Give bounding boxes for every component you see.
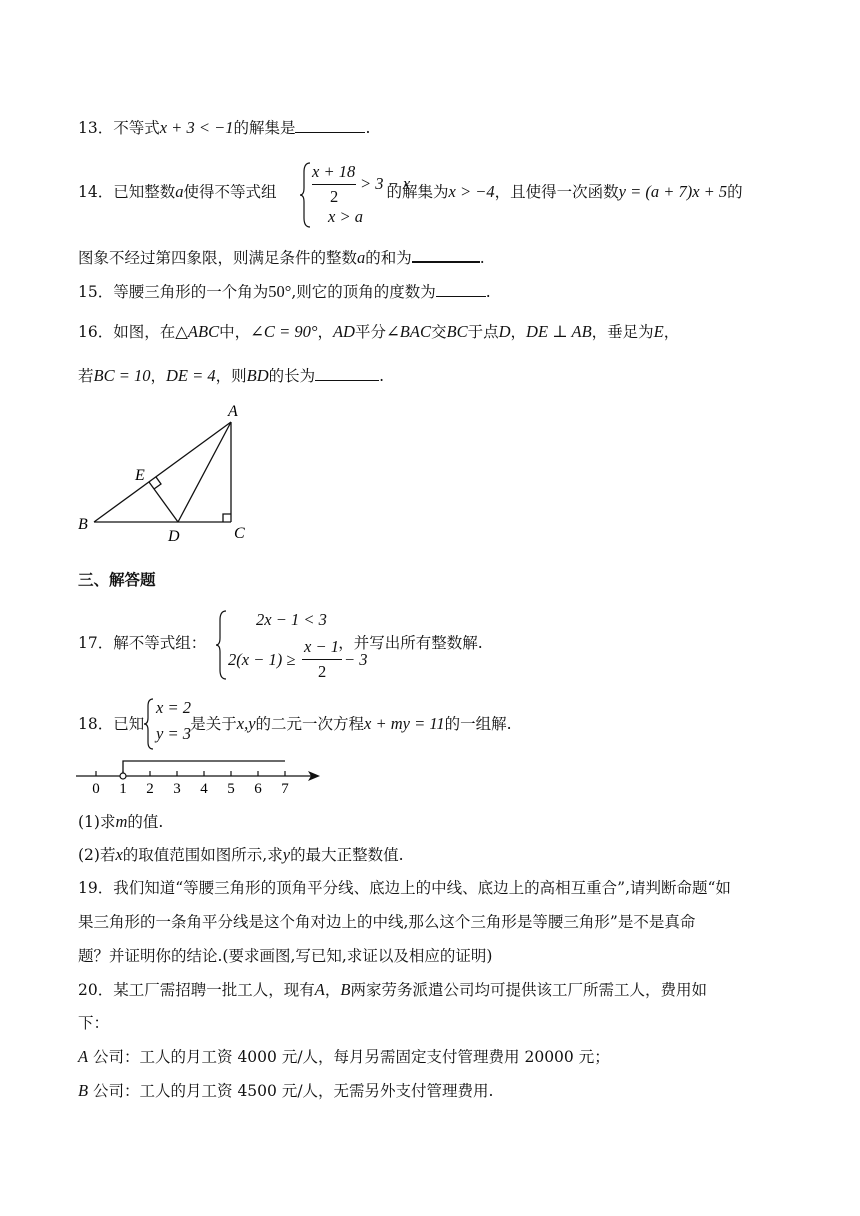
q14-function: y = (a + 7)x + 5 <box>618 182 728 201</box>
question-14-line1 <box>78 182 743 202</box>
q18-1-pre: (1)求 <box>78 813 116 831</box>
q18-equation-system <box>144 696 200 752</box>
q17-inequality-system <box>216 608 366 682</box>
q18-2-pre: (2)若 <box>78 846 116 864</box>
number-line <box>74 756 334 796</box>
q17-ineq2-tail: − 3 <box>344 650 368 669</box>
q14-end: . <box>479 249 485 267</box>
q13-prefix: 13．不等式 <box>78 119 160 137</box>
label-d: D <box>168 528 180 542</box>
segment-ad <box>178 422 231 522</box>
q16-answer-blank[interactable] <box>315 366 379 381</box>
q15-text: ,则它的顶角的度数为 <box>291 283 436 301</box>
q17-frac-denominator: 2 <box>318 662 327 681</box>
q18-eq1: x = 2 <box>156 698 191 717</box>
number-line-label: 3 <box>173 781 181 796</box>
q18-2-mid: 的取值范围如图所示,求 <box>122 846 283 864</box>
q20-pre: 20．某工厂需招聘一批工人，现有 <box>78 981 315 999</box>
q18-eq2: y = 3 <box>156 724 191 743</box>
q17-brace <box>216 610 228 680</box>
question-19-line3: 题？并证明你的结论.(要求画图,写已知,求证以及相应的证明) <box>78 947 493 965</box>
q13-inequality: x + 3 < −1 <box>159 118 234 137</box>
label-e: E <box>135 467 145 484</box>
q14-text3: ，且使得一次函数 <box>494 183 619 201</box>
q18-post: 的一组解. <box>444 715 512 733</box>
number-line-label: 5 <box>227 781 235 796</box>
q17-ineq2-lhs: 2(x − 1) ≥ <box>228 650 296 669</box>
question-13 <box>78 118 370 138</box>
q16-line2-pre: 若 <box>78 367 94 385</box>
number-line-label: 0 <box>92 781 100 796</box>
q14-text2: 的解集为 <box>386 183 449 201</box>
number-line-label: 4 <box>200 781 208 796</box>
q16-bd: BD <box>246 366 269 385</box>
q16-prefix: 16．如图，在 <box>78 323 176 341</box>
number-line-label: 1 <box>119 781 127 796</box>
question-18-part1 <box>78 812 163 832</box>
q14-frac-denominator: 2 <box>330 187 339 206</box>
q15-angle: 50° <box>268 282 292 301</box>
q18-1-post: 的值. <box>127 813 164 831</box>
q16-de4: DE = 4 <box>166 366 216 385</box>
segment-de <box>149 482 178 522</box>
q14-inequality-system <box>300 160 410 230</box>
number-line-open-point <box>120 773 126 779</box>
q16-d: D <box>498 322 511 341</box>
question-16-line1 <box>78 322 679 342</box>
question-15 <box>78 282 491 302</box>
q14-answer-blank[interactable] <box>412 247 480 263</box>
q20-a: A <box>314 980 325 999</box>
q16-bc10: BC = 10 <box>93 366 151 385</box>
q20-b: B <box>340 980 351 999</box>
q14-frac-numerator: x + 18 <box>312 162 356 181</box>
q14-text4: 的 <box>727 183 743 201</box>
q18-2-x: x <box>115 845 123 864</box>
q14-var-a2: a <box>357 248 366 267</box>
question-19-line1: 19．我们知道“等腰三角形的顶角平分线、底边上的中线、底边上的高相互重合”,请判断命题“如 <box>78 879 731 897</box>
q20-company-b: B <box>78 1081 89 1100</box>
q17-prefix: 17．解不等式组： <box>78 634 207 652</box>
right-angle-mark-c <box>223 514 231 522</box>
q14-solution: x > −4 <box>448 182 495 201</box>
q15-answer-blank[interactable] <box>436 282 486 297</box>
q18-xy: x,y <box>236 714 256 733</box>
number-line-label: 7 <box>281 781 289 796</box>
question-19-line2: 果三角形的一条角平分线是这个角对边上的中线,那么这个三角形是等腰三角形”是不是真命 <box>78 913 696 931</box>
q14-line2-post: 的和为 <box>365 249 412 267</box>
q16-c2: ，则 <box>215 367 247 385</box>
label-c: C <box>234 525 245 542</box>
q13-end: . <box>365 119 371 137</box>
q20-company-a: A <box>78 1047 89 1066</box>
q18-2-post: 的最大正整数值. <box>290 846 404 864</box>
q16-t2: ， <box>317 323 333 341</box>
q17-ineq1: 2x − 1 < 3 <box>256 610 327 629</box>
q18-equation: x + my = 11 <box>364 714 445 733</box>
q14-ineq1-rhs: > 3 − x <box>360 174 411 193</box>
q18-1-m: m <box>115 812 128 831</box>
q18-mid2: 的二元一次方程 <box>255 715 365 733</box>
label-b: B <box>78 516 88 533</box>
q14-line2-text: 图象不经过第四象限，则满足条件的整数 <box>78 249 358 267</box>
q18-2-y: y <box>282 845 291 864</box>
q18-mid: 是关于 <box>190 715 237 733</box>
q18-brace <box>144 698 154 750</box>
q14-text1: 使得不等式组 <box>183 183 277 201</box>
q16-t7: ，垂足为 <box>591 323 654 341</box>
q16-t6: ， <box>510 323 527 341</box>
q17-frac-numerator: x − 1 <box>304 637 339 656</box>
q16-end: . <box>379 367 385 385</box>
q16-t8: ， <box>663 323 680 341</box>
q13-text: 的解集是 <box>233 119 296 137</box>
q16-t3: 平分 <box>354 323 386 341</box>
section-heading: 三、解答题 <box>78 571 156 589</box>
q16-e: E <box>653 322 664 341</box>
q16-bac: ∠BAC <box>385 322 431 341</box>
q15-end: . <box>485 283 491 301</box>
question-14-line2 <box>78 247 485 268</box>
q16-t4: 交 <box>430 323 447 341</box>
q13-answer-blank[interactable] <box>295 118 365 133</box>
number-line-label: 6 <box>254 781 262 796</box>
q16-t5: 于点 <box>467 323 499 341</box>
right-angle-mark-e <box>154 477 161 489</box>
label-a: A <box>228 403 238 420</box>
q16-perp: DE ⊥ AB <box>526 322 592 341</box>
q14-var-a: a <box>175 182 184 201</box>
question-16-line2 <box>78 366 384 386</box>
q20-line4-text: 公司：工人的月工资 4500 元/人，无需另外支付管理费用. <box>88 1082 494 1100</box>
q17-post: ，并写出所有整数解. <box>338 634 483 652</box>
q16-triangle: △ABC <box>175 322 220 341</box>
question-20-line2: 下： <box>78 1014 110 1032</box>
q14-ineq2: x > a <box>328 207 363 226</box>
q16-ad: AD <box>332 322 355 341</box>
q16-line2-post: 的长为 <box>268 367 316 385</box>
q16-t1: 中， <box>219 323 251 341</box>
q20-line1-post: 两家劳务派遣公司均可提供该工厂所需工人，费用如 <box>350 981 707 999</box>
q16-c1: ， <box>150 367 166 385</box>
q14-prefix: 14．已知整数 <box>78 183 176 201</box>
triangle-figure <box>72 402 272 542</box>
question-20-line1 <box>78 980 707 1000</box>
question-18-part2 <box>78 845 404 865</box>
q20-line3-text: 公司：工人的月工资 4000 元/人，每月另需固定支付管理费用 20000 元； <box>88 1048 610 1066</box>
question-20-line3 <box>78 1047 610 1067</box>
q15-prefix: 15．等腰三角形的一个角为 <box>78 283 269 301</box>
question-20-line4 <box>78 1081 493 1101</box>
q18-prefix: 18．已知 <box>78 715 145 733</box>
number-line-label: 2 <box>146 781 154 796</box>
q16-right-angle: ∠C = 90° <box>250 322 318 341</box>
segment-ab <box>94 422 231 522</box>
q14-brace <box>300 162 312 228</box>
q16-bc: BC <box>446 322 468 341</box>
q20-comma: ， <box>324 981 341 999</box>
